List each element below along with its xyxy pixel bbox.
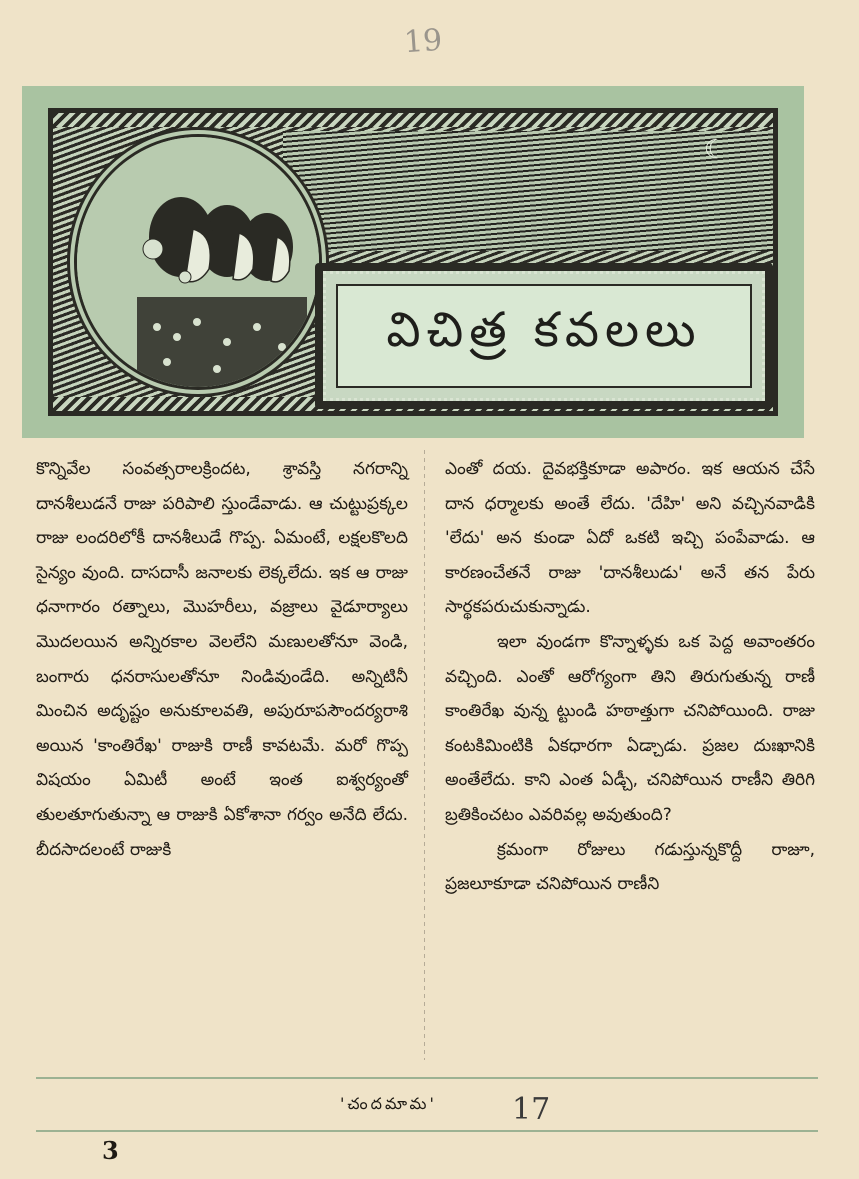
paragraph: ఇలా వుండగా కొన్నాళ్ళకు ఒక పెద్ద అవాంతరం వచ్చింది. ఎంతో ఆరోగ్యంగా తిని తిరుగుతున్న రాణీ కాంతిరేఖ వున్న ట్టుండి హఠాత్తుగా చనిపోయింది. రాజు కంటకిమింటికి ఏకధారగా ఏడ్చాడు. ప్రజల దుఃఖానికి అంతేలేదు. కాని ఎంత ఏడ్చీ, చనిపోయిన రాణీని తిరిగి బ్రతికించటం ఎవరివల్ల అవుతుంది? (445, 631, 815, 825)
footer-rule-top (36, 1077, 818, 1079)
handwritten-mark: 17 (512, 1092, 551, 1127)
right-text-column (445, 452, 815, 902)
night-sky-illustration (283, 131, 773, 251)
illustration-frame (48, 108, 778, 416)
paragraph: ఎంతో దయ. దైవభక్తికూడా అపారం. ఇక ఆయన చేసే దాన ధర్మాలకు అంతే లేదు. 'దేహి' అని వచ్చినవాడికి 'లేదు' అన కుండా ఏదో ఒకటి ఇచ్చి పంపేవాడు. ఆ కారణంచేతనే రాజు 'దానశీలుడు' అనే తన పేరు సార్థకపరుచుకున్నాడు. (445, 459, 815, 618)
title-panel (315, 263, 773, 409)
page-number: 3 (102, 1136, 119, 1165)
header-banner (22, 86, 804, 438)
magazine-name: 'చందమామ' (340, 1094, 437, 1113)
paragraph: కొన్నివేల సంవత్సరాలక్రిందట, శ్రావస్తి నగరాన్ని దానశీలుడనే రాజు పరిపాలి స్తుండేవాడు. ఆ చుట్టుప్రక్కల రాజు లందరిలోకీ దానశీలుడే గొప్ప. ఏమంటే, లక్షలకొలది సైన్యం వుంది. దాసదాసీ జనాలకు లెక్కలేదు. ఇక ఆ రాజు ధనాగారం రత్నాలు, మొహరీలు, వజ్రాలు వైడూర్యాలు మొదలయిన అన్నిరకాల వెలలేని మణులతోనూ వెండి, బంగారు ధనరాసులతోనూ నిండివుండేది. అన్నిటినీ మించిన అదృష్టం అనుకూలవతి, అపురూపసౌందర్యరాశి అయిన 'కాంతిరేఖ' రాజుకి రాణీ కావటమే. మరో గొప్ప విషయం ఏమిటీ అంటే ఇంత ఐశ్వర్యంతో తులతూగుతున్నా ఆ రాజుకి ఏకోశానా గర్వం అనేది లేదు. బీదసాదలంటే రాజుకి (36, 459, 408, 860)
story-title: విచిత్ర కవలలు (386, 302, 702, 358)
title-dotted-border (323, 271, 765, 401)
paragraph: క్రమంగా రోజులు గడుస్తున్నకొద్దీ రాజూ, ప్రజలూకూడా చనిపోయిన రాణీని (445, 839, 815, 895)
three-women-medallion (67, 127, 329, 397)
left-text-column (36, 452, 408, 867)
title-box (336, 284, 752, 388)
zigzag-border-top (53, 113, 773, 127)
women-illustration (77, 137, 319, 387)
handwritten-page-mark: 19 (402, 22, 444, 61)
footer-rule-bottom (36, 1130, 818, 1132)
moon-icon: ☾ (703, 135, 727, 165)
column-divider (424, 450, 425, 1060)
